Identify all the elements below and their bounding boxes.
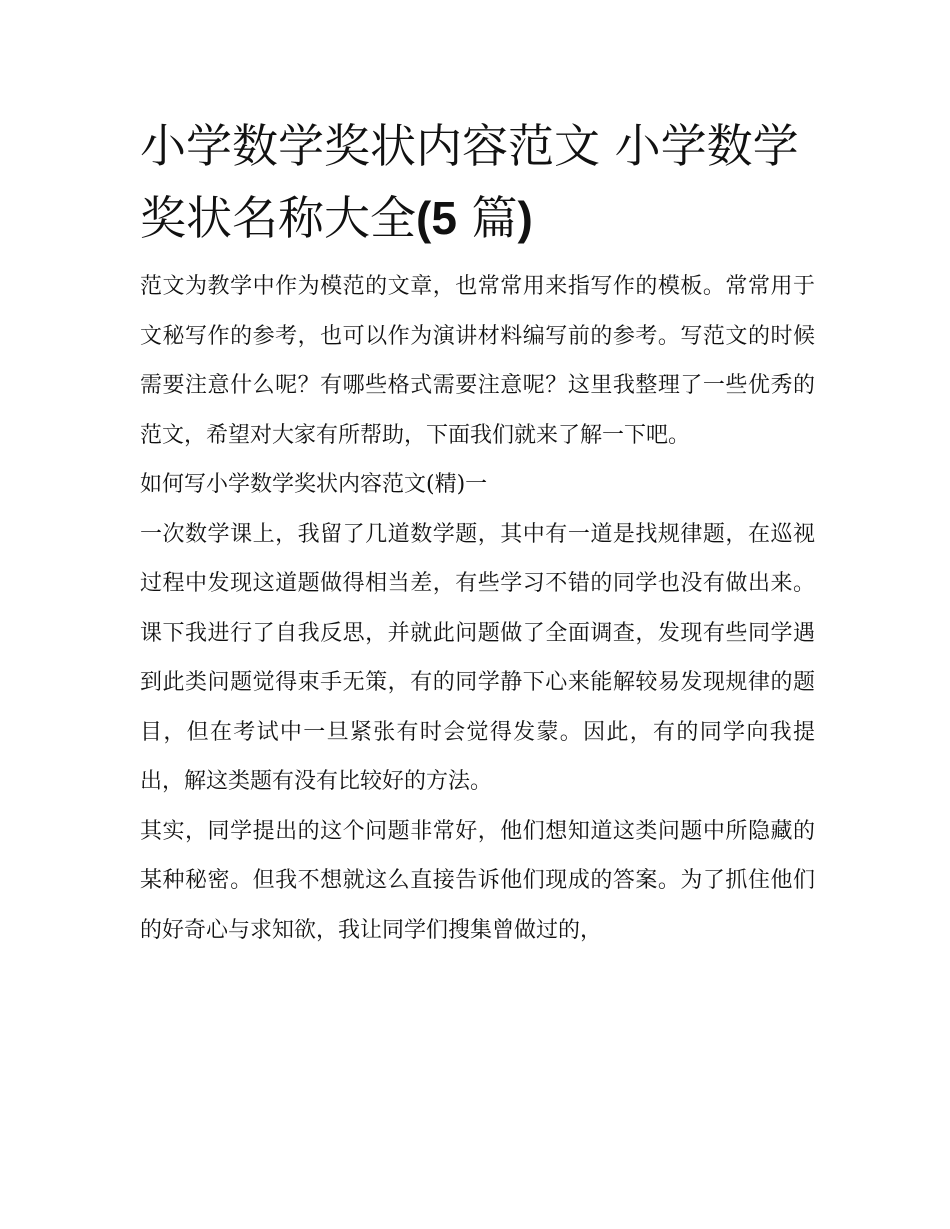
title-text-cn: 小学数学奖状内容范文 小学数学奖状名称大全 (140, 119, 799, 245)
body-paragraph-1: 一次数学课上，我留了几道数学题，其中有一道是找规律题，在巡视过程中发现这道题做得相当差，有些学习不错的同学也没有做出来。课下我进行了自我反思，并就此问题做了全面调查，发现有些同学遇到此类问题觉得束手无策，有的同学静下心来能解较易发现规律的题目，但在考试中一旦紧张有时会觉得发蒙。因此，有的同学向我提出，解这类题有没有比较好的方法。 (140, 521, 815, 794)
section-heading: 如何写小学数学奖状内容范文(精)一 (140, 472, 488, 497)
intro-paragraph: 范文为教学中作为模范的文章，也常常用来指写作的模板。常常用于文秘写作的参考，也可以作为演讲材料编写前的参考。写范文的时候需要注意什么呢？有哪些格式需要注意呢？这里我整理了一些优秀的范文，希望对大家有所帮助，下面我们就来了解一下吧。 (140, 274, 815, 448)
title-count-open: (5 (416, 192, 457, 244)
document-title (140, 110, 815, 254)
document-page (140, 110, 815, 955)
title-count-unit: 篇 (456, 191, 518, 245)
body-paragraph-2: 其实，同学提出的这个问题非常好，他们想知道这类问题中所隐藏的某种秘密。但我不想就这么直接告诉他们现成的答案。为了抓住他们的好奇心与求知欲，我让同学们搜集曾做过的， (140, 818, 815, 943)
title-count-close: ) (517, 192, 533, 244)
